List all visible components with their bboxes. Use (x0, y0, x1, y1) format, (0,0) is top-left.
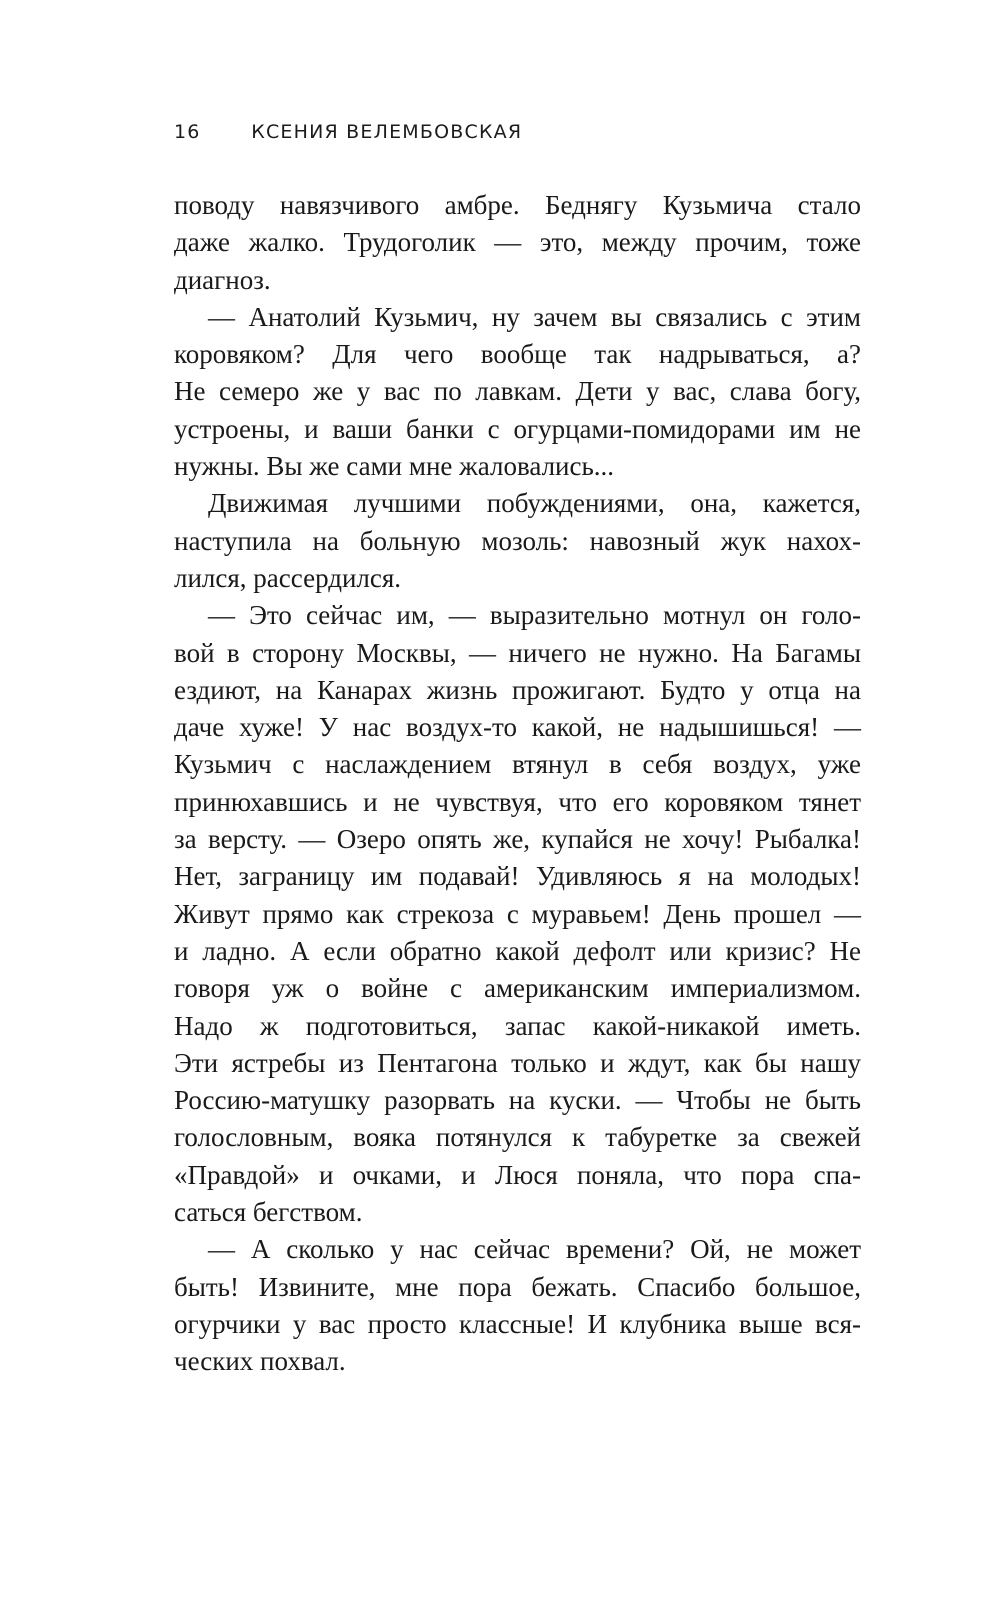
text-line: Надо ж подготовиться, запас какой-никакой иметь. (174, 1010, 861, 1041)
text-line: Эти ястребы из Пентагона только и ждут, как бы нашу (174, 1047, 861, 1078)
author-name: КСЕНИЯ ВЕЛЕМБОВСКАЯ (251, 121, 523, 143)
text-line: саться бегством. (174, 1197, 363, 1228)
page-number: 16 (174, 121, 201, 143)
paragraph (174, 485, 861, 597)
text-line: даже жалко. Трудоголик — это, между прочим, тоже (174, 227, 861, 258)
text-line: Нет, заграницу им подавай! Удивляюсь я на молодых! (174, 861, 861, 892)
text-line: — Это сейчас им, — выразительно мотнул он голо- (208, 600, 861, 631)
text-line: устроены, и ваши банки с огурцами-помидорами им не (174, 413, 861, 444)
text-line: принюхавшись и не чувствуя, что его коровяком тянет (174, 786, 861, 817)
paragraph (174, 187, 861, 299)
text-line: наступила на больную мозоль: навозный жук нахох- (174, 525, 861, 556)
text-line: вой в сторону Москвы, — ничего не нужно. На Багамы (174, 637, 861, 668)
body-text (174, 187, 861, 1381)
paragraph (174, 1231, 861, 1380)
text-line: и ладно. А если обратно какой дефолт или кризис? Не (174, 935, 861, 966)
text-line: Живут прямо как стрекоза с муравьем! День прошел — (174, 898, 861, 929)
text-line: Кузьмич с наслаждением втянул в себя воздух, уже (174, 749, 861, 780)
text-line: голословным, вояка потянулся к табуретке за свежей (174, 1122, 861, 1153)
text-line: лился, рассердился. (174, 562, 402, 593)
text-line: «Правдой» и очками, и Люся поняла, что пора спа- (174, 1159, 861, 1190)
text-line: поводу навязчивого амбре. Беднягу Кузьмича стало (174, 190, 861, 220)
text-line: диагноз. (174, 264, 271, 295)
running-head (174, 121, 874, 155)
paragraph (174, 597, 861, 1231)
text-line: даче хуже! У нас воздух-то какой, не надышишься! — (174, 712, 861, 743)
text-line: говоря уж о войне с американским империализмом. (174, 973, 861, 1004)
text-line: нужны. Вы же сами мне жаловались... (174, 451, 615, 482)
text-line: — А сколько у нас сейчас времени? Ой, не может (208, 1234, 861, 1265)
text-line: Движимая лучшими побуждениями, она, кажется, (208, 488, 861, 519)
paragraph (174, 299, 861, 485)
text-line: огурчики у вас просто классные! И клубника выше вся- (174, 1308, 861, 1339)
text-line: быть! Извините, мне пора бежать. Спасибо большое, (174, 1271, 861, 1302)
text-line: коровяком? Для чего вообще так надрываться, а? (174, 339, 861, 370)
text-line: Россию-матушку разорвать на куски. — Чтобы не быть (174, 1085, 861, 1116)
text-line: — Анатолий Кузьмич, ну зачем вы связались с этим (208, 301, 861, 332)
text-line: Не семеро же у вас по лавкам. Дети у вас, слава богу, (174, 376, 861, 407)
text-line: ческих похвал. (174, 1346, 346, 1377)
text-line: ездиют, на Канарах жизнь прожигают. Будто у отца на (174, 674, 861, 705)
text-line: за версту. — Озеро опять же, купайся не хочу! Рыбалка! (174, 824, 861, 855)
